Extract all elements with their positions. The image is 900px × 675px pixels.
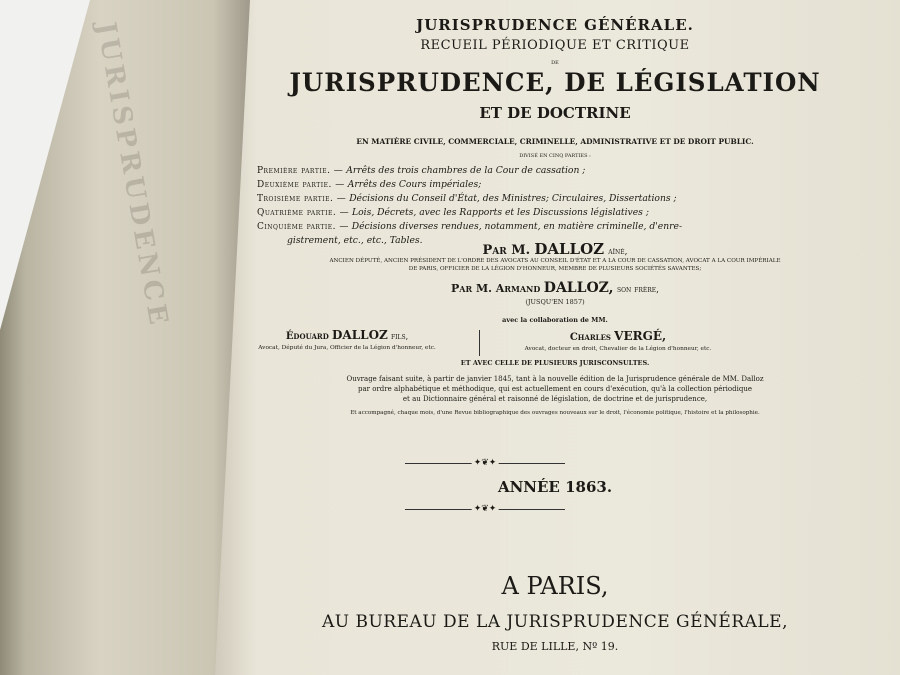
description-3: et au Dictionnaire général et raisonné de législation, de doctrine et de jurisprudence,	[402, 395, 708, 403]
description-2: par ordre alphabétique et méthodique, qui est actuellement en cours d'exécution, qu'à la collection périodique	[358, 385, 752, 393]
de-word: DE	[551, 60, 559, 66]
column-divider	[479, 330, 480, 356]
description-4: Et accompagné, chaque mois, d'une Revue bibliographique des ouvrages nouveaux sur le droit, l'économie politique, l'histoire et la philosophie.	[350, 410, 760, 416]
main-title: JURISPRUDENCE, DE LÉGISLATION	[289, 68, 821, 97]
part-continuation: gistrement, etc., etc., Tables.	[287, 235, 423, 246]
parts-list	[257, 164, 682, 247]
main-title-2: ET DE DOCTRINE	[479, 104, 631, 122]
part-item: Deuxième partie. — Arrêts des Cours impériales;	[257, 179, 482, 190]
author1-desc-2: DE PARIS, OFFICIER DE LA LÉGION D'HONNEUR, MEMBRE DE PLUSIEURS SOCIÉTÉS SAVANTES;	[408, 266, 702, 272]
series-title: JURISPRUDENCE GÉNÉRALE.	[416, 16, 694, 34]
year: ANNÉE 1863.	[497, 478, 613, 496]
matters: EN MATIÈRE CIVILE, COMMERCIALE, CRIMINELLE, ADMINISTRATIVE ET DE DROIT PUBLIC.	[356, 137, 754, 146]
author2-note: (JUSQU'EN 1857)	[525, 298, 585, 306]
part-item: Première partie. — Arrêts des trois chambres de la Cour de cassation ;	[257, 165, 586, 176]
part-item: Quatrième partie. — Lois, Décrets, avec les Rapports et les Discussions législatives ;	[257, 207, 649, 218]
author2: Par M. Armand DALLOZ, son frère,	[451, 280, 659, 296]
ornament-rule: ✦❦✦	[405, 463, 565, 464]
part-item: Troisième partie. — Décisions du Conseil d'État, des Ministres; Circulaires, Dissertations ;	[257, 193, 677, 204]
left-page-ghost-text: JURISPRUDENCE	[90, 20, 174, 331]
publisher: AU BUREAU DE LA JURISPRUDENCE GÉNÉRALE,	[321, 612, 788, 632]
divided: DIVISÉ EN CINQ PARTIES :	[519, 153, 591, 159]
address: RUE DE LILLE, Nº 19.	[491, 640, 619, 653]
author1-desc-1: ANCIEN DÉPUTÉ, ANCIEN PRÉSIDENT DE L'ORDRE DES AVOCATS AU CONSEIL D'ÉTAT ET A LA COUR DE CASSATION, AVOCAT A LA COUR IMPÉRIALE	[329, 258, 781, 264]
others: ET AVEC CELLE DE PLUSIEURS JURISCONSULTES.	[460, 359, 650, 367]
ornament-rule: ✦❦✦	[405, 509, 565, 510]
author1: Par M. DALLOZ aîné,	[482, 240, 628, 258]
collaborator-2: Charles VERGÉ, Avocat, docteur en droit, Chevalier de la Légion d'honneur, etc.	[524, 329, 712, 352]
description-1: Ouvrage faisant suite, à partir de janvier 1845, tant à la nouvelle édition de la Jurisprudence générale de MM. Dalloz	[346, 375, 764, 383]
collaborator-1: Édouard DALLOZ fils, Avocat, Député du Jura, Officier de la Légion d'honneur, etc.	[258, 328, 436, 351]
subtitle: RECUEIL PÉRIODIQUE ET CRITIQUE	[420, 38, 690, 53]
part-item: Cinquième partie. — Décisions diverses rendues, notamment, en matière criminelle, d'enre-	[257, 221, 683, 232]
collaboration: avec la collaboration de MM.	[502, 316, 608, 324]
city: A PARIS,	[501, 572, 609, 600]
